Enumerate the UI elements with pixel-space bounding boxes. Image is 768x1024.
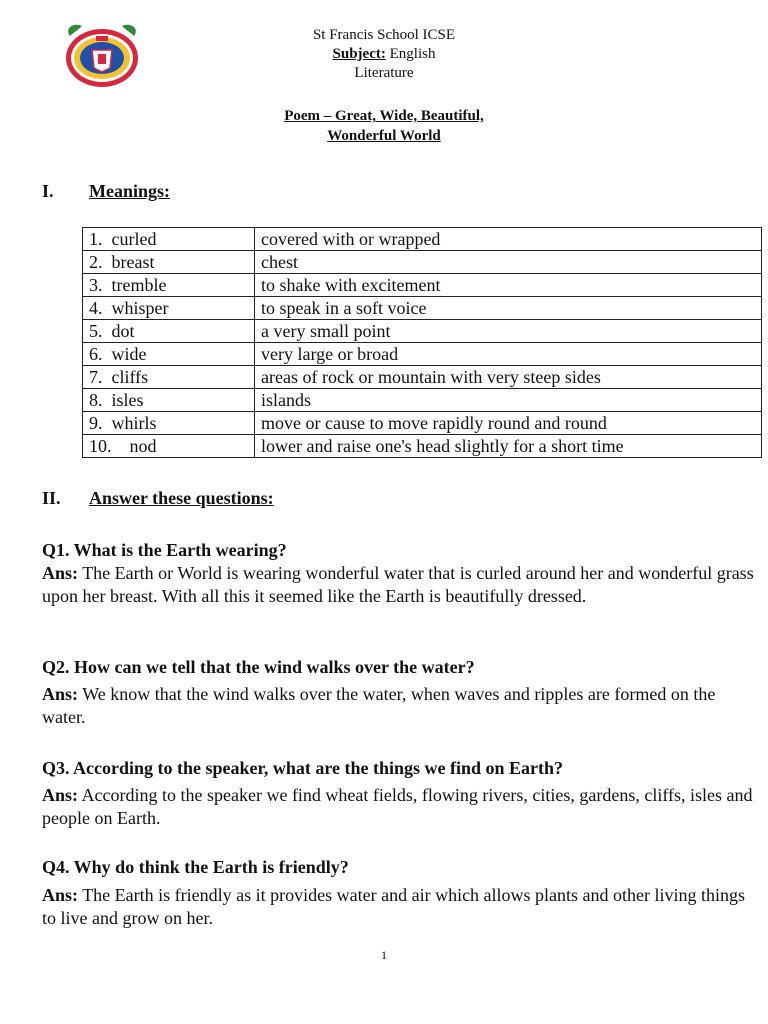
answer-text: The Earth is friendly as it provides water and air which allows plants and other living things to live and grow on her.	[42, 885, 746, 928]
meaning-cell: areas of rock or mountain with very steep sides	[255, 366, 762, 389]
meaning-cell: to speak in a soft voice	[255, 297, 762, 320]
table-row	[83, 274, 762, 297]
meanings-table	[82, 227, 762, 458]
table-row	[83, 435, 762, 458]
table-row	[83, 366, 762, 389]
poem-title-line2: Wonderful World	[327, 128, 441, 144]
answer-text: The Earth or World is wearing wonderful water that is curled around her and wonderful grass upon her breast. With all this it seemed like the Earth is beautifully dressed.	[42, 563, 754, 606]
table-row	[83, 228, 762, 251]
word-cell: 9. whirls	[83, 412, 255, 435]
meaning-cell: to shake with excitement	[255, 274, 762, 297]
meaning-cell: islands	[255, 389, 762, 412]
answer-text: We know that the wind walks over the water, when waves and ripples are formed on the water.	[42, 684, 716, 727]
table-row	[83, 320, 762, 343]
meaning-cell: very large or broad	[255, 343, 762, 366]
question-1: Q1. What is the Earth wearing?	[42, 540, 287, 560]
section-number: II.	[42, 488, 61, 508]
section-number: I.	[42, 181, 54, 201]
answer-label: Ans:	[42, 885, 79, 905]
section-heading-questions	[42, 488, 274, 509]
word-cell: 10. nod	[83, 435, 255, 458]
school-name: St Francis School ICSE	[312, 27, 456, 43]
subject-label: Subject:	[332, 46, 386, 62]
answer-2	[42, 683, 758, 729]
word-cell: 1. curled	[83, 228, 255, 251]
meaning-cell: covered with or wrapped	[255, 228, 762, 251]
subject-line	[0, 45, 768, 64]
section-heading-meanings	[42, 181, 170, 202]
word-cell: 4. whisper	[83, 297, 255, 320]
answer-3	[42, 784, 758, 830]
meaning-cell: lower and raise one's head slightly for a short time	[255, 435, 762, 458]
meaning-cell: chest	[255, 251, 762, 274]
answer-label: Ans:	[42, 563, 79, 583]
subject-value: English	[389, 46, 436, 62]
question-3: Q3. According to the speaker, what are the things we find on Earth?	[42, 758, 564, 778]
page-number: 1	[381, 948, 387, 962]
section-title: Meanings:	[89, 181, 170, 201]
meaning-cell: a very small point	[255, 320, 762, 343]
answer-4	[42, 884, 758, 930]
question-4: Q4. Why do think the Earth is friendly?	[42, 857, 349, 877]
table-row	[83, 343, 762, 366]
answer-1	[42, 562, 758, 608]
answer-label: Ans:	[42, 785, 79, 805]
table-row	[83, 412, 762, 435]
meaning-cell: move or cause to move rapidly round and round	[255, 412, 762, 435]
meanings-table-body	[83, 228, 762, 458]
sub-subject: Literature	[354, 65, 414, 81]
word-cell: 5. dot	[83, 320, 255, 343]
answer-label: Ans:	[42, 684, 79, 704]
answer-text: According to the speaker we find wheat fields, flowing rivers, cities, gardens, cliffs, isles and people on Earth.	[42, 785, 753, 828]
word-cell: 6. wide	[83, 343, 255, 366]
table-row	[83, 251, 762, 274]
word-cell: 7. cliffs	[83, 366, 255, 389]
word-cell: 8. isles	[83, 389, 255, 412]
table-row	[83, 297, 762, 320]
table-row	[83, 389, 762, 412]
word-cell: 2. breast	[83, 251, 255, 274]
question-2: Q2. How can we tell that the wind walks over the water?	[42, 657, 475, 677]
word-cell: 3. tremble	[83, 274, 255, 297]
poem-title-line1: Poem – Great, Wide, Beautiful,	[284, 108, 484, 124]
section-title: Answer these questions:	[89, 488, 274, 508]
